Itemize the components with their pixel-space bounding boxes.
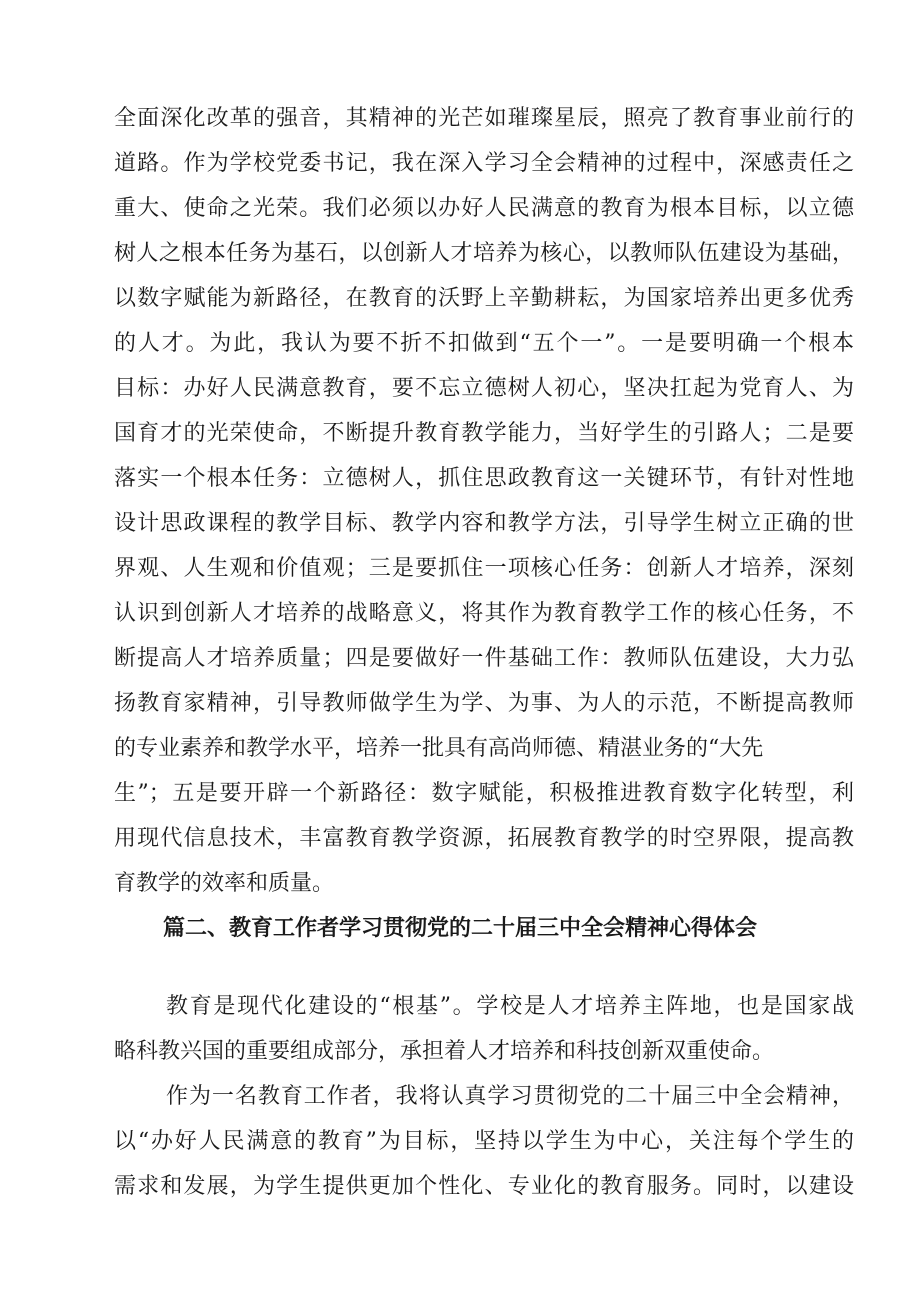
body-text-line: 树人之根本任务为基石，以创新人才培养为核心，以教师队伍建设为基础， xyxy=(114,241,854,266)
paragraph-line: 作为一名教育工作者，我将认真学习贯彻党的二十届三中全会精神， xyxy=(166,1084,854,1109)
body-text-line: 界观、人生观和价值观；三是要抓住一项核心任务：创新人才培养，深刻 xyxy=(114,556,854,581)
body-text-line: 落实一个根本任务：立德树人，抓住思政教育这一关键环节，有针对性地 xyxy=(114,466,854,491)
body-text-line: 断提高人才培养质量；四是要做好一件基础工作：教师队伍建设，大力弘 xyxy=(114,646,854,671)
paragraph-line: 以“办好人民满意的教育”为目标，坚持以学生为中心，关注每个学生的 xyxy=(114,1129,854,1154)
paragraph-line: 需求和发展，为学生提供更加个性化、专业化的教育服务。同时，以建设 xyxy=(114,1174,854,1199)
paragraph-line: 略科教兴国的重要组成部分，承担着人才培养和科技创新双重使命。 xyxy=(114,1039,775,1064)
body-text-line: 的人才。为此，我认为要不折不扣做到“五个一”。一是要明确一个根本 xyxy=(114,331,854,356)
section-heading: 篇二、教育工作者学习贯彻党的二十届三中全会精神心得体会 xyxy=(162,916,757,941)
body-text-line: 道路。作为学校党委书记，我在深入学习全会精神的过程中，深感责任之 xyxy=(114,151,854,176)
body-text-line: 用现代信息技术，丰富教育教学资源，拓展教育教学的时空界限，提高教 xyxy=(114,826,854,851)
body-text-line: 全面深化改革的强音，其精神的光芒如璀璨星辰，照亮了教育事业前行的 xyxy=(114,106,854,131)
body-text-line: 目标：办好人民满意教育，要不忘立德树人初心，坚决扛起为党育人、为 xyxy=(114,376,854,401)
body-text-line: 扬教育家精神，引导教师做学生为学、为事、为人的示范，不断提高教师 xyxy=(114,691,854,716)
paragraph-line: 教育是现代化建设的“根基”。学校是人才培养主阵地，也是国家战 xyxy=(166,994,854,1019)
body-text-line: 重大、使命之光荣。我们必须以办好人民满意的教育为根本目标，以立德 xyxy=(114,196,854,221)
body-text-line: 的专业素养和教学水平，培养一批具有高尚师德、精湛业务的“大先 xyxy=(114,736,764,761)
body-text-line: 国育才的光荣使命，不断提升教育教学能力，当好学生的引路人；二是要 xyxy=(114,421,854,446)
body-text-line-end: 育教学的效率和质量。 xyxy=(114,871,335,896)
body-text-line: 生”；五是要开辟一个新路径：数字赋能，积极推进教育数字化转型，利 xyxy=(114,781,854,806)
body-text-line: 设计思政课程的教学目标、教学内容和教学方法，引导学生树立正确的世 xyxy=(114,511,854,536)
body-text-line: 以数字赋能为新路径，在教育的沃野上辛勤耕耘，为国家培养出更多优秀 xyxy=(114,286,854,311)
body-text-line: 认识到创新人才培养的战略意义，将其作为教育教学工作的核心任务，不 xyxy=(114,601,854,626)
